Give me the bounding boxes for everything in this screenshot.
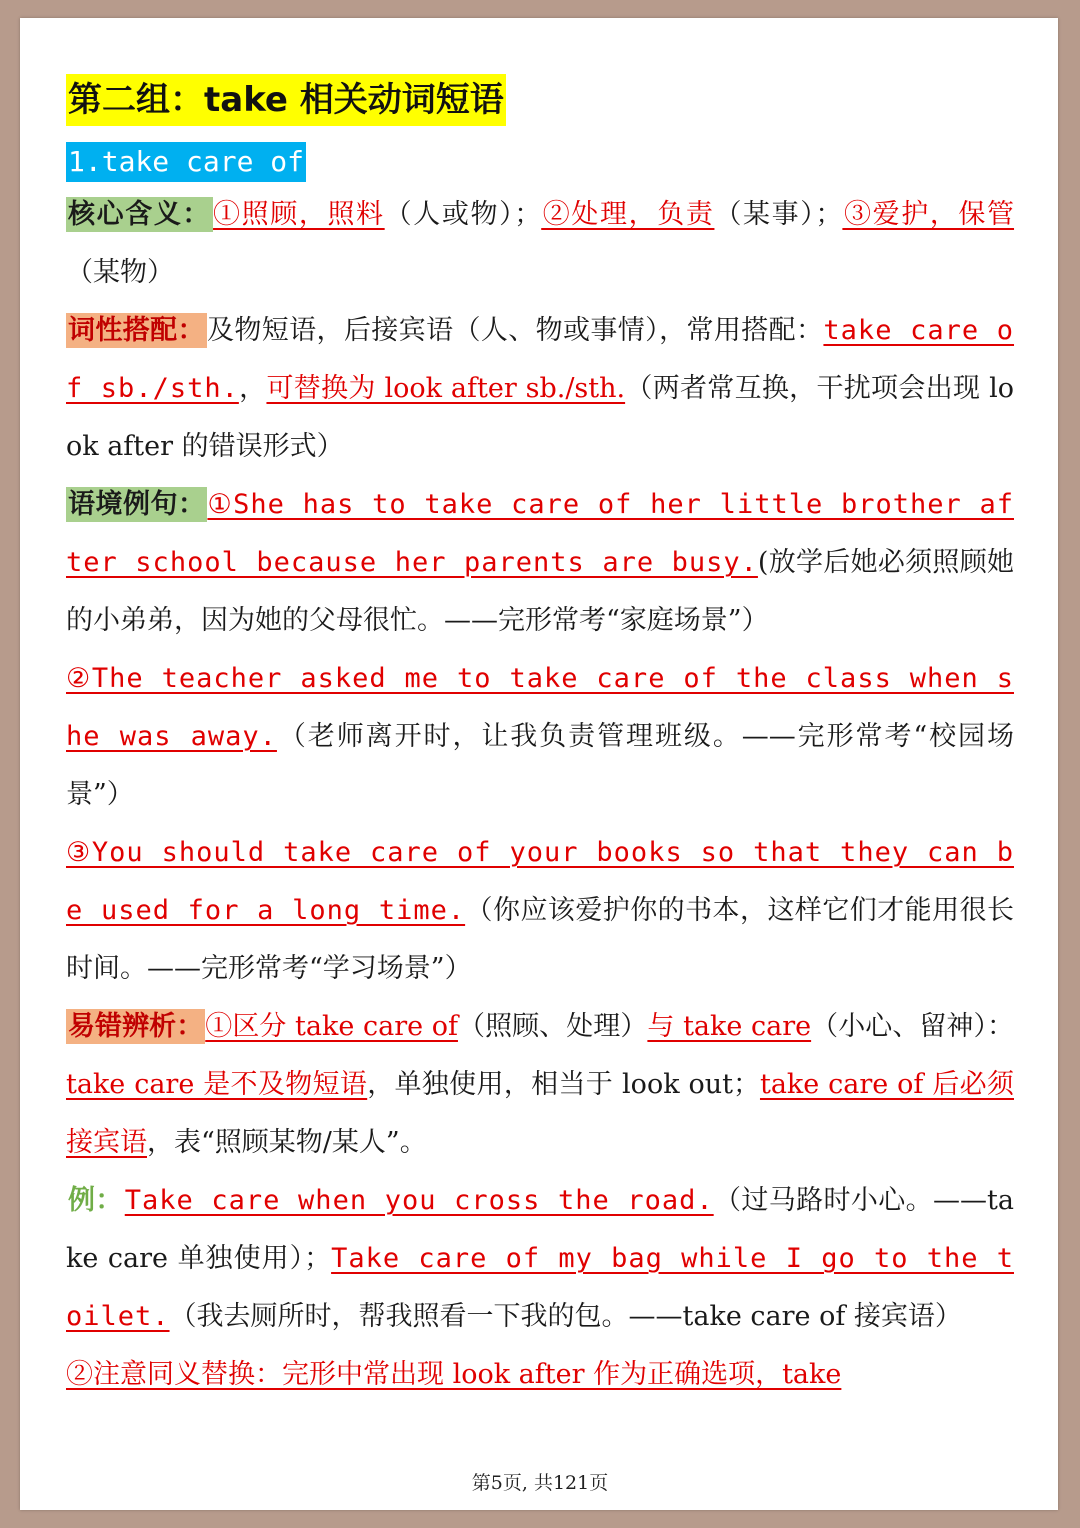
example-2-paragraph (66, 650, 1014, 824)
errors-point-1: ①区分 take care of (205, 1011, 458, 1042)
errors-note-4: ，表“照顾某物/某人”。 (147, 1127, 427, 1158)
meaning-1: ①照顾，照料 (213, 199, 385, 230)
meaning-2: ②处理，负责 (541, 199, 715, 230)
phrase-heading: 1.take care of (66, 142, 306, 182)
meaning-2-note: （某事）； (714, 199, 843, 230)
meaning-3-note: （某物） (66, 257, 174, 288)
errors-note-3: ，单独使用，相当于 look out； (367, 1069, 760, 1100)
errors-point-3: take care 是不及物短语 (66, 1069, 368, 1100)
collocation-paragraph (66, 302, 1014, 476)
collocation-note: （两者常互换，干扰项会出现 look after 的错误形式） (66, 373, 1015, 462)
example-translation-1: (放学后她必须照顾她的小弟弟，因为她的父母很忙。——完形常考“家庭场景”） (66, 547, 1014, 636)
errors-note-2: （小心、留神）： (811, 1011, 1015, 1042)
example-line-note-1: （过马路时小心。——take care 单独使用）； (66, 1185, 1015, 1274)
collocation-label: 词性搭配： (68, 315, 205, 346)
example-line-note-2: （我去厕所时，帮我照看一下我的包。——take care of 接宾语） (169, 1301, 962, 1332)
collocation-comma: ， (238, 373, 267, 404)
collocation-replace: 可替换为 look after sb./sth. (266, 373, 626, 404)
errors-label: 易错辨析： (68, 1011, 204, 1042)
example-sentence-1: ①She has to take care of her little brother after school because her parents are busy. (66, 489, 1014, 578)
note-2-paragraph (66, 1346, 1014, 1404)
example-sentence-2: ②The teacher asked me to take care of the class when she was away. (66, 663, 1014, 752)
core-meaning-label: 核心含义： (68, 199, 212, 230)
errors-paragraph (66, 998, 1014, 1172)
example-3-paragraph (66, 824, 1014, 998)
document-content (66, 74, 1014, 1404)
meaning-3: ③爱护，保管 (842, 199, 1015, 230)
example-label: 例： (68, 1185, 123, 1216)
example-line-sentence-2: Take care of my bag while I go to the toilet. (66, 1243, 1014, 1332)
collocation-phrase: take care of sb./sth. (66, 315, 1015, 404)
page-number: 第5页, 共121页 (471, 1472, 609, 1494)
example-sentence-3: ③You should take care of your books so that they can be used for a long time. (66, 837, 1014, 926)
core-meaning-paragraph (66, 186, 1014, 302)
section-title: 第二组：take 相关动词短语 (66, 74, 506, 126)
errors-note-1: （照顾、处理） (457, 1011, 648, 1042)
example-line-paragraph (66, 1172, 1014, 1346)
example-translation-2: （老师离开时，让我负责管理班级。——完形常考“校园场景”） (66, 721, 1014, 810)
example-line-sentence-1: Take care when you cross the road. (124, 1185, 714, 1216)
errors-point-4: take care of 后必须接宾语 (66, 1069, 1014, 1158)
examples-paragraph (66, 476, 1014, 650)
examples-label: 语境例句： (68, 489, 206, 520)
meaning-1-note: （人或物）； (384, 199, 542, 230)
collocation-text: 及物短语，后接宾语（人、物或事情），常用搭配： (206, 315, 824, 346)
errors-point-2: 与 take care (647, 1011, 812, 1042)
synonym-note: ②注意同义替换：完形中常出现 look after 作为正确选项，take (66, 1359, 842, 1390)
example-translation-3: （你应该爱护你的书本，这样它们才能用很长时间。——完形常考“学习场景”） (66, 895, 1015, 984)
